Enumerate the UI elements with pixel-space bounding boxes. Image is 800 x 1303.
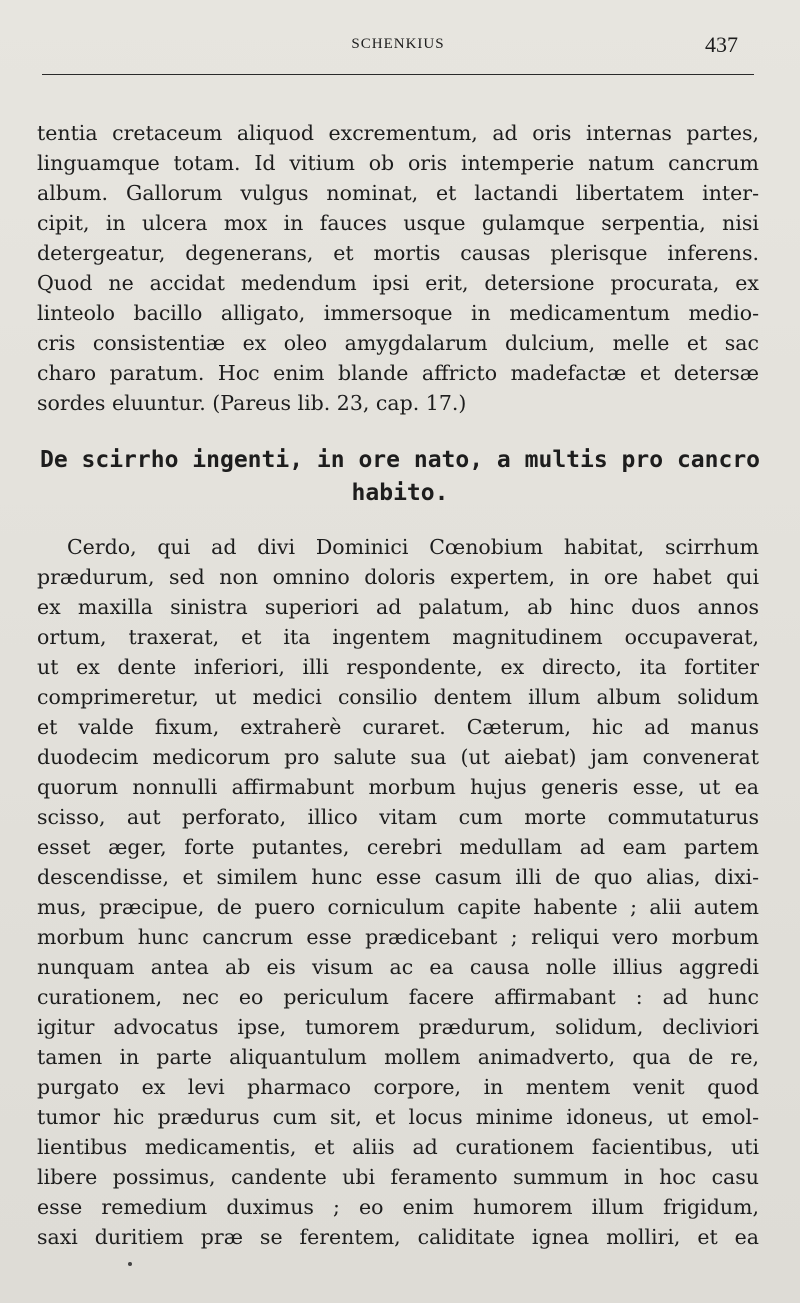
section-heading xyxy=(37,444,763,510)
text-line: linteolo bacillo alligato, immersoque in medicamentum medio- xyxy=(37,301,759,325)
text-line: descendisse, et similem hunc esse casum illi de quo alias, dixi- xyxy=(37,865,759,889)
text-line: igitur advocatus ipse, tumorem prædurum, solidum, decliviori xyxy=(37,1015,759,1039)
ink-speck xyxy=(128,1262,132,1266)
running-head xyxy=(42,34,754,64)
text-line: libere possimus, candente ubi feramento summum in hoc casu xyxy=(37,1165,759,1189)
heading-line: De scirrho ingenti, in ore nato, a multis pro cancro xyxy=(39,447,761,473)
text-line: comprimeretur, ut medici consilio dentem illum album solidum xyxy=(37,685,759,709)
text-line: lientibus medicamentis, et aliis ad curationem facientibus, uti xyxy=(37,1135,759,1159)
text-line: curationem, nec eo periculum facere affirmabant : ad hunc xyxy=(37,985,759,1009)
text-line: tumor hic prædurus cum sit, et locus minime idoneus, ut emol- xyxy=(37,1105,759,1129)
text-line: charo paratum. Hoc enim blande affricto madefactæ et detersæ xyxy=(37,361,759,385)
text-line: sordes eluuntur. (Pareus lib. 23, cap. 17.) xyxy=(37,391,467,415)
text-line: detergeatur, degenerans, et mortis causas plerisque inferens. xyxy=(37,241,759,265)
text-line: Quod ne accidat medendum ipsi erit, detersione procurata, ex xyxy=(37,271,759,295)
paragraph-continued xyxy=(37,118,759,418)
text-line: nunquam antea ab eis visum ac ea causa nolle illius aggredi xyxy=(37,955,759,979)
text-line: ortum, traxerat, et ita ingentem magnitudinem occupaverat, xyxy=(37,625,759,649)
text-line: purgato ex levi pharmaco corpore, in mentem venit quod xyxy=(37,1075,759,1099)
text-line: tamen in parte aliquantulum mollem animadverto, qua de re, xyxy=(37,1045,759,1069)
text-line: scisso, aut perforato, illico vitam cum morte commutaturus xyxy=(37,805,759,829)
text-line: esset æger, forte putantes, cerebri medullam ad eam partem xyxy=(37,835,759,859)
text-line: linguamque totam. Id vitium ob oris intemperie natum cancrum xyxy=(37,151,759,175)
paragraph-cerdo xyxy=(37,532,759,1252)
text-line: album. Gallorum vulgus nominat, et lactandi libertatem inter- xyxy=(37,181,759,205)
text-line: et valde fixum, extraherè curaret. Cæterum, hic ad manus xyxy=(37,715,759,739)
text-line: prædurum, sed non omnino doloris expertem, in ore habet qui xyxy=(37,565,759,589)
text-line: quorum nonnulli affirmabunt morbum hujus generis esse, ut ea xyxy=(37,775,759,799)
text-line: cris consistentiæ ex oleo amygdalarum dulcium, melle et sac xyxy=(37,331,759,355)
header-rule xyxy=(42,74,754,75)
text-line: mus, præcipue, de puero corniculum capite habente ; alii autem xyxy=(37,895,759,919)
text-line: esse remedium duximus ; eo enim humorem illum frigidum, xyxy=(37,1195,759,1219)
text-line: tentia cretaceum aliquod excrementum, ad oris internas partes, xyxy=(37,121,759,145)
text-line: ut ex dente inferiori, illi respondente, ex directo, ita fortiter xyxy=(37,655,759,679)
heading-line: habito. xyxy=(351,480,449,506)
text-line: Cerdo, qui ad divi Dominici Cœnobium habitat, scirrhum xyxy=(67,535,759,559)
running-title: SCHENKIUS xyxy=(351,36,445,52)
text-line: cipit, in ulcera mox in fauces usque gulamque serpentia, nisi xyxy=(37,211,759,235)
text-line: saxi duritiem præ se ferentem, caliditate ignea molliri, et ea xyxy=(37,1225,759,1249)
text-line: ex maxilla sinistra superiori ad palatum, ab hinc duos annos xyxy=(37,595,759,619)
text-line: duodecim medicorum pro salute sua (ut aiebat) jam convenerat xyxy=(37,745,759,769)
text-line: morbum hunc cancrum esse prædicebant ; reliqui vero morbum xyxy=(37,925,759,949)
page-number: 437 xyxy=(705,32,738,57)
